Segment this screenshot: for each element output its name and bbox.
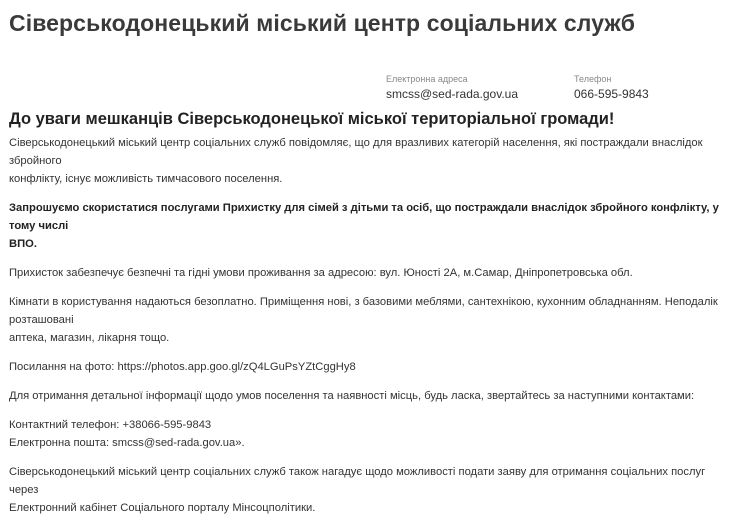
notice-heading: До уваги мешканців Сіверськодонецької міської територіальної громади! (9, 110, 615, 128)
reminder-line: Сіверськодонецький міський центр соціальних служб також нагадує щодо можливості подати заяву для отримання соціальних послуг через (9, 466, 706, 496)
article-body (9, 108, 731, 517)
contact-email-block (386, 74, 518, 101)
contact-phone-line: Контактний телефон: +38066-595-9843 (9, 419, 212, 431)
intro-line: конфлікту, існує можливість тимчасового поселення. (9, 173, 283, 185)
invite-paragraph (9, 199, 731, 253)
reminder-paragraph (9, 463, 731, 517)
reminder-line: Електронний кабінет Соціального порталу Мінсоцполітики. (9, 502, 316, 514)
email-label: Електронна адреса (386, 74, 468, 84)
invite-line: ВПО. (9, 238, 37, 250)
address-paragraph: Прихисток забезпечує безпечні та гідні умови проживання за адресою: вул. Юності 2А, м.Самар, Дніпропетровська обл. (9, 267, 633, 279)
phone-link[interactable]: 066-595-9843 (574, 87, 649, 101)
contact-email-line: Електронна пошта: smcss@sed-rada.gov.ua». (9, 437, 245, 449)
contacts-paragraph (9, 416, 731, 452)
rooms-line: аптека, магазин, лікарня тощо. (9, 332, 170, 344)
email-link[interactable]: smcss@sed-rada.gov.ua (386, 87, 519, 101)
contact-phone-block (574, 74, 649, 101)
page-title: Сіверськодонецький міський центр соціальних служб (9, 10, 636, 36)
details-paragraph: Для отримання детальної інформації щодо умов поселення та наявності місць, будь ласка, звертайтесь за наступними контактами: (9, 390, 695, 402)
rooms-paragraph (9, 293, 731, 347)
rooms-line: Кімнати в користування надаються безоплатно. Приміщення нові, з базовими меблями, сантехнікою, кухонним обладнанням. Неподалік розташовані (9, 296, 718, 326)
intro-paragraph (9, 134, 731, 188)
photos-link-paragraph[interactable]: Посилання на фото: https://photos.app.goo.gl/zQ4LGuPsYZtCggHy8 (9, 361, 356, 373)
invite-line: Запрошуємо скористатися послугами Прихистку для сімей з дітьми та осіб, що постраждали внаслідок збройного конфлікту, у тому числі (9, 202, 719, 232)
intro-line: Сіверськодонецький міський центр соціальних служб повідомляє, що для вразливих категорій населення, які постраждали внаслідок збройного (9, 137, 703, 167)
phone-label: Телефон (574, 74, 612, 84)
